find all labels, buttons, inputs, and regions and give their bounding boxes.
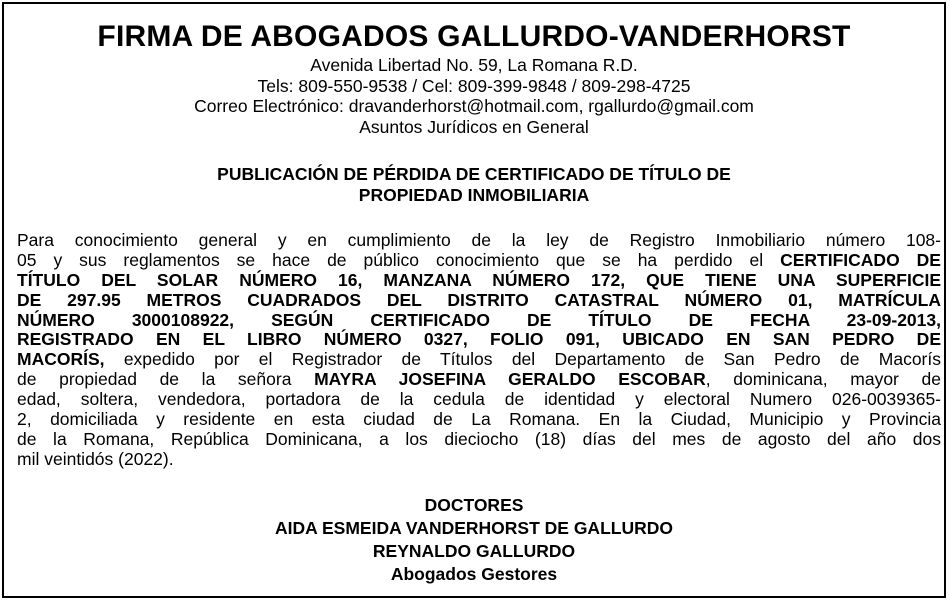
- body-text-segment: 05 y sus reglamentos se hace de público conocimiento que se ha perdido el: [17, 249, 764, 270]
- firm-phones: Tels: 809-550-9538 / Cel: 809-399-9848 / 809-298-4725: [257, 75, 691, 96]
- body-text-segment: de propiedad de la señora: [17, 369, 292, 390]
- firm-email: Correo Electrónico: dravanderhorst@hotmail.com, rgallurdo@gmail.com: [194, 96, 754, 116]
- body-line: 2, domiciliada y residente en esta ciudad de La Romana. En la Ciudad, Municipio y Provincia: [17, 409, 941, 430]
- notice-body: [17, 231, 941, 470]
- firm-address: Avenida Libertad No. 59, La Romana R.D.: [310, 55, 638, 75]
- publication-title: [4, 164, 944, 206]
- body-text-segment: , dominicana, mayor de: [705, 369, 941, 390]
- body-bold-segment: DE 297.95 METROS CUADRADOS DEL DISTRITO CATASTRAL NÚMERO 01, MATRÍCULA: [17, 289, 941, 310]
- body-line-bold: [17, 271, 941, 291]
- legal-notice: [2, 2, 946, 598]
- signatory-name: AIDA ESMEIDA VANDERHORST DE GALLURDO: [275, 518, 673, 538]
- body-line-bold: [17, 311, 941, 331]
- body-line: de la Romana, República Dominicana, a los dieciocho (18) días del mes de agosto del año dos: [17, 428, 941, 449]
- owner-name: MAYRA JOSEFINA GERALDO ESCOBAR: [314, 369, 706, 390]
- body-bold-segment: REGISTRADO EN EL LIBRO NÚMERO 0327, FOLIO 091, UBICADO EN SAN PEDRO DE: [17, 329, 941, 350]
- firm-practice: Asuntos Jurídicos en General: [359, 116, 589, 137]
- body-bold-segment: TÍTULO DEL SOLAR NÚMERO 16, MANZANA NÚMERO 172, QUE TIENE UNA SUPERFICIE: [17, 269, 941, 290]
- body-line-last: mil veintidós (2022).: [17, 448, 174, 469]
- body-text-segment: expedido por el Registrador de Títulos del Departamento de San Pedro de Macorís: [123, 349, 941, 370]
- body-line: edad, soltera, vendedora, portadora de la cedula de identidad y electoral Numero 026-0039365-: [17, 389, 941, 410]
- body-bold-segment: NÚMERO 3000108922, SEGÚN CERTIFICADO DE TÍTULO DE FECHA 23-09-2013,: [17, 309, 941, 330]
- signature-block: [4, 494, 944, 586]
- body-line: Para conocimiento general y en cumplimiento de la ley de Registro Inmobiliario número 108-: [17, 230, 941, 250]
- body-line: [17, 370, 941, 390]
- contact-block: [4, 55, 944, 137]
- publication-title-line1: PUBLICACIÓN DE PÉRDIDA DE CERTIFICADO DE TÍTULO DE: [217, 164, 731, 184]
- body-bold-segment: MACORÍS,: [17, 349, 105, 370]
- firm-name: FIRMA DE ABOGADOS GALLURDO-VANDERHORST: [97, 20, 851, 53]
- body-line: [17, 251, 941, 271]
- signatory-name: REYNALDO GALLURDO: [372, 541, 576, 561]
- body-line-bold: [17, 291, 941, 311]
- publication-title-line2: PROPIEDAD INMOBILIARIA: [358, 185, 590, 205]
- body-line: [17, 350, 941, 370]
- body-bold-segment: CERTIFICADO DE: [780, 249, 941, 270]
- signature-heading: DOCTORES: [424, 495, 524, 515]
- signatory-role: Abogados Gestores: [390, 564, 558, 584]
- body-line-bold: [17, 330, 941, 350]
